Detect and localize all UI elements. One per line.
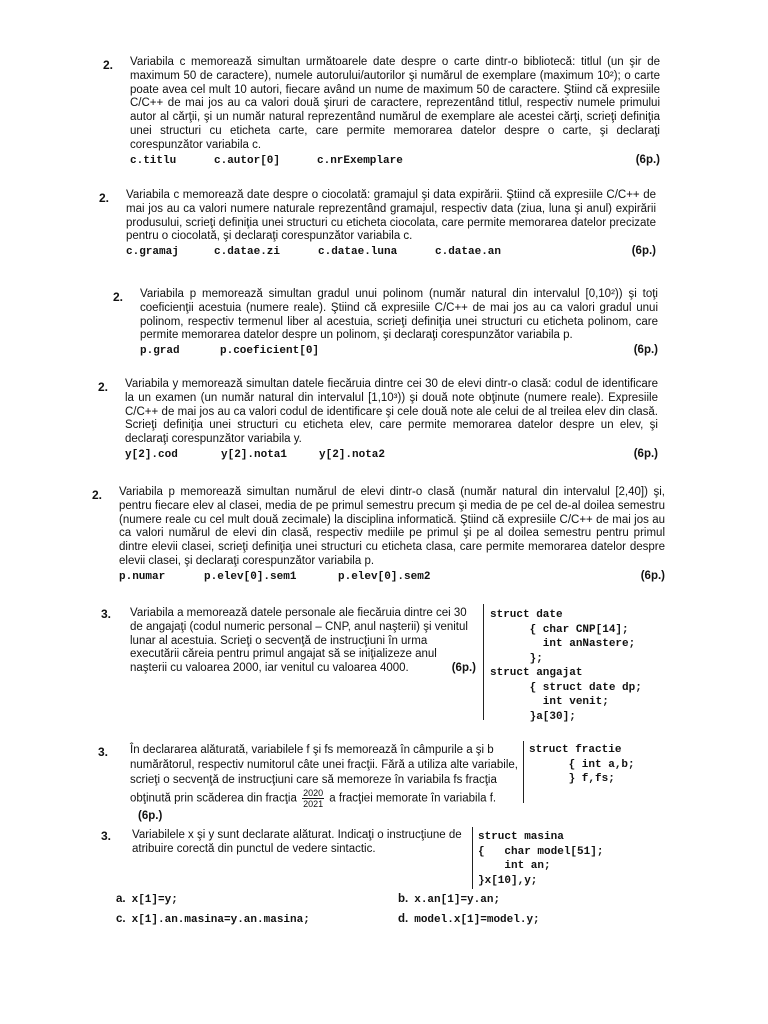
code-expr: p.grad xyxy=(140,345,180,358)
code-block: struct masina { char model[51]; int an; }x[10],y; xyxy=(478,831,604,887)
points: (6p.) xyxy=(633,344,658,357)
problem-text: Variabila c memorează date despre o ciocolată: gramajul şi data expirării. Ştiind că expresiile C/C++ de mai jos au ca valori numere naturale reprezentând gramajul, respectiv data (ziua, luna şi anul) expirării produsului, scrieţi definiţia unei structuri cu eticheta ciocolata, care permite memorarea datelor precizate pentru o ciocolată, şi declaraţi corespunzător variabila c. xyxy=(126,189,656,243)
code-expr: c.nrExemplare xyxy=(317,154,403,167)
code-expr: y[2].nota2 xyxy=(319,448,386,461)
fraction-denominator: 2021 xyxy=(303,799,324,809)
problem-number: 2. xyxy=(113,290,124,304)
problem-text: Variabila c memorează simultan următoarele date despre o carte dintr-o bibliotecă: titlul (un şir de maximum 50 de caractere), numele autorului/autorilor şi numărul de exemplare (maximum 10²); o carte poate avea cel mult 10 autori, fiecare având un nume de maximum 50 de caractere. Ştiind că expresiile C/C++ de mai jos au ca valori două şiruri de caractere, reprezentând titlul, respectiv numele primului autor al cărţii, şi un număr natural reprezentând numărul de exemplare ale acestei cărţi, scrieţi definiţia unei structuri cu eticheta carte, care permite memorarea datelor despre o carte, şi declaraţi corespunzător variabila c. xyxy=(130,56,660,151)
code-expr: y[2].cod xyxy=(125,448,178,461)
problem-text: În declararea alăturată, variabilele f şi fs memorează în câmpurile a şi b numărătorul, respectiv numitorul câte unei fracţii. Fără a utiliza alte variabile, scrieţi o secvenţă de instrucţiuni care să memoreze în variabila fs fracţia obţinută prin scăderea din fracţia xyxy=(130,744,518,805)
points: (6p.) xyxy=(138,810,163,822)
code-expr: c.datae.luna xyxy=(318,246,398,259)
option-code: x[1]=y; xyxy=(131,894,178,906)
code-expressions xyxy=(125,448,658,463)
option-label: b. xyxy=(398,893,409,905)
points: (6p.) xyxy=(640,569,665,582)
problem-text: Variabila p memorează simultan numărul de elevi dintr-o clasă (număr natural din intervalul [2,40]) şi, pentru fiecare elev al clasei, media de pe primul semestru precum şi media de pe cel de-al doilea semestru (numere reale cu cel mult două zecimale) la disciplina informatică. Ştiind că expresiile C/C++ de mai jos au ca valori numărul de elevi din clasă, respectiv mediile pe primul şi pe al doilea semestru pentru primul dintre elevii clasei, scrieţi definiţia unei structuri cu eticheta clasa, care permite memorarea datelor despre elevii clasei, şi declaraţi corespunzător variabila p. xyxy=(119,486,665,567)
problem-number: 3. xyxy=(101,829,112,843)
option-code: x.an[1]=y.an; xyxy=(414,894,501,906)
problem-number: 2. xyxy=(98,380,109,394)
option-b[interactable] xyxy=(398,893,500,906)
points: (6p.) xyxy=(631,245,656,258)
code-expressions xyxy=(119,570,665,585)
option-c[interactable] xyxy=(116,913,310,926)
option-a[interactable] xyxy=(116,893,178,906)
code-expr: c.datae.zi xyxy=(214,246,281,259)
code-expr: c.datae.an xyxy=(435,246,502,259)
option-d[interactable] xyxy=(398,913,540,926)
code-block: struct fractie { int a,b; } f,fs; xyxy=(529,744,635,785)
code-expr: p.elev[0].sem2 xyxy=(338,570,431,583)
points: (6p.) xyxy=(633,447,658,460)
fraction-numerator: 2020 xyxy=(303,788,324,798)
problem-number: 2. xyxy=(103,58,114,72)
option-code: x[1].an.masina=y.an.masina; xyxy=(131,914,310,926)
problem-text: Variabila p memorează simultan gradul unui polinom (număr natural din intervalul [0,10²)) şi toţi coeficienţii acestuia (numere reale). Ştiind că expresiile C/C++ de mai jos au ca valori gradul unui polinom, respectiv termenul liber al acestuia, scrieţi definiţia unei structuri cu eticheta polinom, care permite memorarea datelor despre un polinom, şi declaraţi corespunzător variabila p. xyxy=(140,288,658,342)
option-label: a. xyxy=(116,893,126,905)
problem-number: 3. xyxy=(101,607,112,621)
code-expressions xyxy=(140,344,658,359)
code-expr: c.gramaj xyxy=(126,246,179,259)
problem-text-end: a fracţiei memorate în variabila f. xyxy=(329,792,497,805)
code-expr: p.elev[0].sem1 xyxy=(204,570,297,583)
problem-number: 2. xyxy=(99,191,110,205)
code-block: struct date { char CNP[14]; int anNastere; }; struct angajat { struct date dp; int venit; }a[30]; xyxy=(490,609,642,723)
problem-text: Variabilele x şi y sunt declarate alăturat. Indicaţi o instrucţiune de atribuire corectă din punctul de vedere sintactic. xyxy=(132,829,462,855)
code-expr: c.titlu xyxy=(130,154,177,167)
divider-line xyxy=(523,741,524,803)
problem-number: 2. xyxy=(92,488,103,502)
problem-number: 3. xyxy=(98,745,109,759)
fraction xyxy=(302,788,324,809)
code-expr: p.coeficient[0] xyxy=(220,345,320,358)
option-label: c. xyxy=(116,913,126,925)
option-label: d. xyxy=(398,913,409,925)
code-expr: c.autor[0] xyxy=(214,154,281,167)
problem-text: Variabila y memorează simultan datele fiecăruia dintre cei 30 de elevi dintr-o clasă: codul de identificare la un examen (un număr natural din intervalul [1,10³)) şi două note obţinute (numere reale). Expresiile C/C++ de mai jos au ca valori codul de identificare şi cele două note ale celui de al treilea elev din clasă. Scrieţi definiţia unei structuri cu eticheta elev, care permite memorarea datelor despre un elev, şi declaraţi corespunzător variabila y. xyxy=(125,378,658,446)
option-code: model.x[1]=model.y; xyxy=(414,914,540,926)
code-expr: p.numar xyxy=(119,570,166,583)
problem-text: Variabila a memorează datele personale ale fiecăruia dintre cei 30 de angajaţi (codul numeric personal – CNP, anul naşterii) şi venitul lunar al acestuia. Scrieţi o secvenţă de instrucţiuni în urma executării căreia pentru primul angajat să se iniţializeze anul naşterii cu valoarea 2000, iar venitul cu valoarea 4000. xyxy=(130,607,468,675)
points: (6p.) xyxy=(635,153,660,166)
divider-line xyxy=(472,827,473,889)
code-expressions xyxy=(126,245,656,260)
code-expr: y[2].nota1 xyxy=(221,448,288,461)
points: (6p.) xyxy=(451,662,476,675)
code-expressions xyxy=(130,154,660,169)
divider-line xyxy=(483,604,484,720)
